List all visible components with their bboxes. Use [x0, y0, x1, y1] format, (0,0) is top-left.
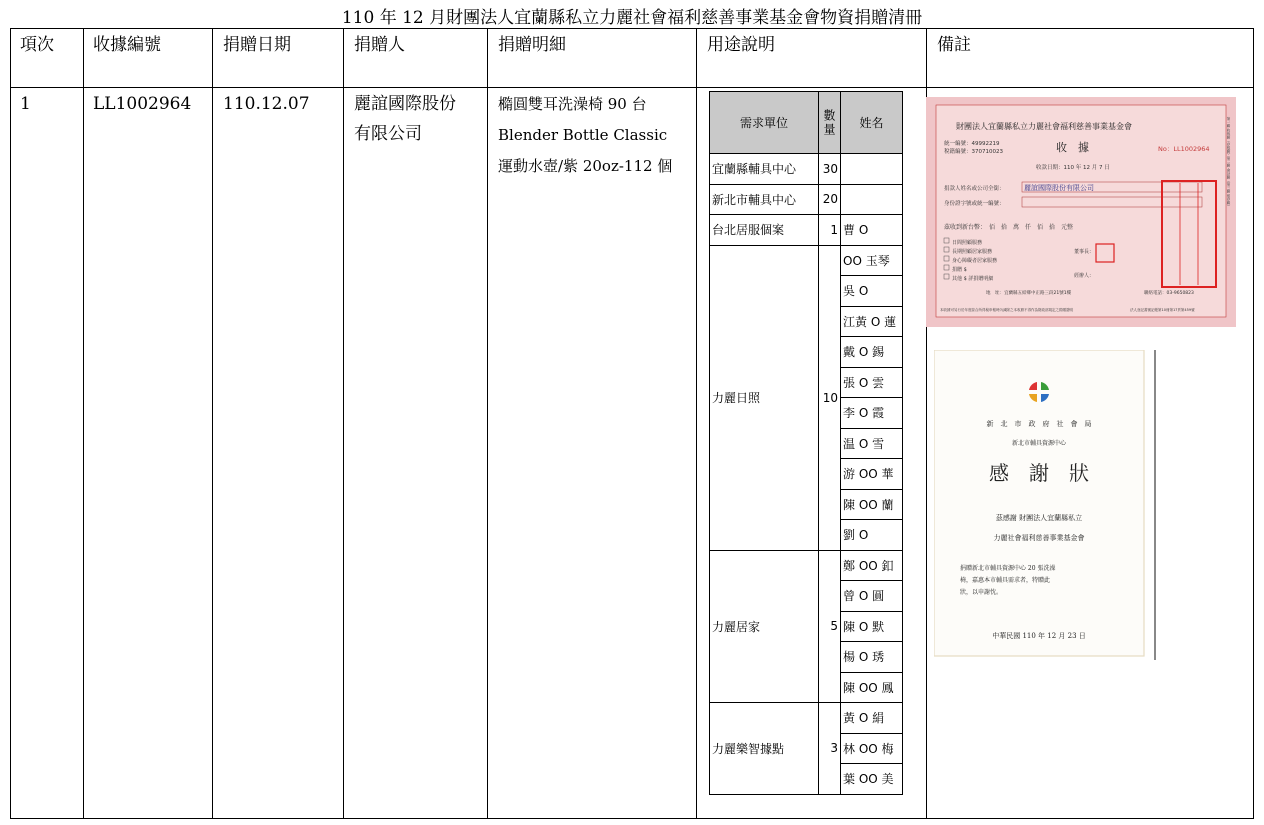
usage-col-unit: 需求單位	[710, 92, 819, 154]
usage-name: OO 玉琴	[841, 245, 903, 276]
usage-unit: 台北居服個案	[710, 215, 819, 246]
donation-table	[10, 28, 1254, 819]
usage-name: 劉 O	[841, 520, 903, 551]
usage-name: 温 O 雪	[841, 428, 903, 459]
usage-name: 葉 OO 美	[841, 764, 903, 795]
receipt-chairman: 董事長：	[1074, 249, 1095, 255]
receipt-option-5: 其他 $ 詳捐贈明細	[952, 276, 994, 282]
usage-row	[710, 703, 903, 734]
receipt-side-text: 第一聯 收執聯（存根聯）第二聯 會計聯（第三聯 留存聯）	[1227, 117, 1231, 208]
receipt-donor-value: 麗誼國際股份有限公司	[1024, 184, 1094, 192]
receipt-footer-left: 本收據可另行於年度綜合所得稅申報時內減除之本收據不得作為財政部規定之捐贈證明	[940, 308, 1073, 312]
usage-row	[710, 215, 903, 246]
row-donor-line1: 麗誼國際股份	[354, 94, 456, 114]
usage-name	[841, 154, 903, 185]
usage-row	[710, 184, 903, 215]
usage-name: 陳 O 默	[841, 611, 903, 642]
usage-unit: 力麗居家	[710, 550, 819, 703]
header-receipt-no: 收據編號	[93, 35, 161, 55]
row-date: 110.12.07	[223, 94, 310, 114]
usage-qty: 3	[819, 703, 841, 795]
usage-name: 李 O 霞	[841, 398, 903, 429]
receipt-phone: 聯絡電話：03-9650823	[1144, 291, 1194, 296]
letter-center: 新北市輔具資源中心	[1011, 440, 1067, 447]
usage-name: 鄭 OO 釦	[841, 550, 903, 581]
row-receipt-no: LL1002964	[93, 94, 192, 114]
usage-qty: 30	[819, 154, 841, 185]
usage-qty: 10	[819, 245, 841, 550]
usage-qty: 1	[819, 215, 841, 246]
usage-col-qty: 數量	[819, 92, 841, 154]
receipt-id-label: 身份證字號或統一編號：	[944, 201, 1005, 207]
receipt-date: 收款日期：110 年 12 月 7 日	[1036, 165, 1110, 171]
usage-table	[709, 91, 903, 795]
usage-name: 吳 O	[841, 276, 903, 307]
usage-name: 曾 O 圓	[841, 581, 903, 612]
usage-name: 戴 O 錫	[841, 337, 903, 368]
receipt-option-1: 日間照顧服務	[952, 240, 983, 246]
receipt-handler: 經辦人：	[1074, 273, 1095, 279]
receipt-option-4: 捐贈 $	[952, 267, 967, 273]
letter-body-line2: 椅，嘉惠本市輔具需求者，特贈此	[960, 577, 1051, 584]
usage-name: 黃 O 絹	[841, 703, 903, 734]
header-index: 項次	[20, 35, 54, 55]
thank-you-letter-image	[934, 350, 1158, 660]
header-detail: 捐贈明細	[498, 35, 566, 55]
receipt-footer-right: 法人登記書號記帳第10冊第17頁第459號	[1130, 308, 1195, 312]
usage-name: 楊 O 琇	[841, 642, 903, 673]
usage-row	[710, 550, 903, 581]
row-index: 1	[20, 94, 31, 114]
receipt-heading: 收 據	[1056, 141, 1089, 154]
letter-thanks-line1: 茲感謝 財團法人宜蘭縣私立	[995, 514, 1083, 522]
letter-date: 中華民國 110 年 12 月 23 日	[992, 632, 1086, 640]
usage-name: 張 O 雲	[841, 367, 903, 398]
receipt-tax-no: 稅籍編號：370710023	[944, 149, 1003, 155]
usage-row	[710, 245, 903, 276]
header-date: 捐贈日期	[223, 35, 291, 55]
row-donor-line2: 有限公司	[354, 124, 422, 144]
usage-row	[710, 154, 903, 185]
header-donor: 捐贈人	[354, 35, 405, 55]
receipt-image	[926, 97, 1236, 327]
row-detail-line3: 運動水壺/紫 20oz-112 個	[498, 157, 673, 175]
receipt-paper	[936, 105, 1226, 317]
usage-col-name: 姓名	[841, 92, 903, 154]
usage-name: 游 OO 華	[841, 459, 903, 490]
letter-body-line1: 捐贈新北市輔具資源中心 20 張洗澡	[960, 565, 1056, 572]
receipt-option-2: 長期照顧居家服務	[952, 249, 993, 255]
usage-unit: 力麗日照	[710, 245, 819, 550]
row-detail-line2: Blender Bottle Classic	[498, 126, 668, 144]
usage-unit: 力麗樂智據點	[710, 703, 819, 795]
receipt-address: 地 址：宜蘭縣五結鄉中正路三段21號1樓	[986, 291, 1072, 296]
letter-heading: 感 謝 狀	[989, 461, 1089, 485]
header-remarks: 備註	[937, 35, 971, 55]
letter-paper	[934, 350, 1144, 656]
usage-name: 曹 O	[841, 215, 903, 246]
receipt-option-3: 身心障礙者居家服務	[952, 258, 998, 264]
usage-qty: 20	[819, 184, 841, 215]
usage-name: 江黃 O 蓮	[841, 306, 903, 337]
usage-name: 林 OO 梅	[841, 733, 903, 764]
receipt-donor-label: 捐款人姓名或公司全銜：	[944, 186, 1005, 192]
receipt-number: No：LL1002964	[1158, 145, 1210, 153]
usage-unit: 新北市輔具中心	[710, 184, 819, 215]
receipt-unified-no: 統一編號：49992219	[944, 141, 1000, 147]
letter-body-line3: 狀，以申謝忱。	[960, 589, 1003, 596]
usage-unit: 宜蘭縣輔具中心	[710, 154, 819, 185]
usage-name: 陳 OO 蘭	[841, 489, 903, 520]
receipt-amount-label: 茲收到新台幣： 佰 拾 萬 仟 佰 拾 元整	[944, 224, 1074, 231]
letter-agency: 新 北 市 政 府 社 會 局	[986, 420, 1092, 428]
header-usage: 用途說明	[707, 35, 775, 55]
usage-name	[841, 184, 903, 215]
usage-name: 陳 OO 鳳	[841, 672, 903, 703]
row-detail-line1: 橢圓雙耳洗澡椅 90 台	[498, 95, 647, 113]
usage-qty: 5	[819, 550, 841, 703]
receipt-org: 財團法人宜蘭縣私立力麗社會福利慈善事業基金會	[956, 122, 1132, 131]
page-title: 110 年 12 月財團法人宜蘭縣私立力麗社會福利慈善事業基金會物資捐贈清冊	[341, 8, 923, 28]
letter-thanks-line2: 力麗社會福利慈善事業基金會	[993, 534, 1085, 542]
